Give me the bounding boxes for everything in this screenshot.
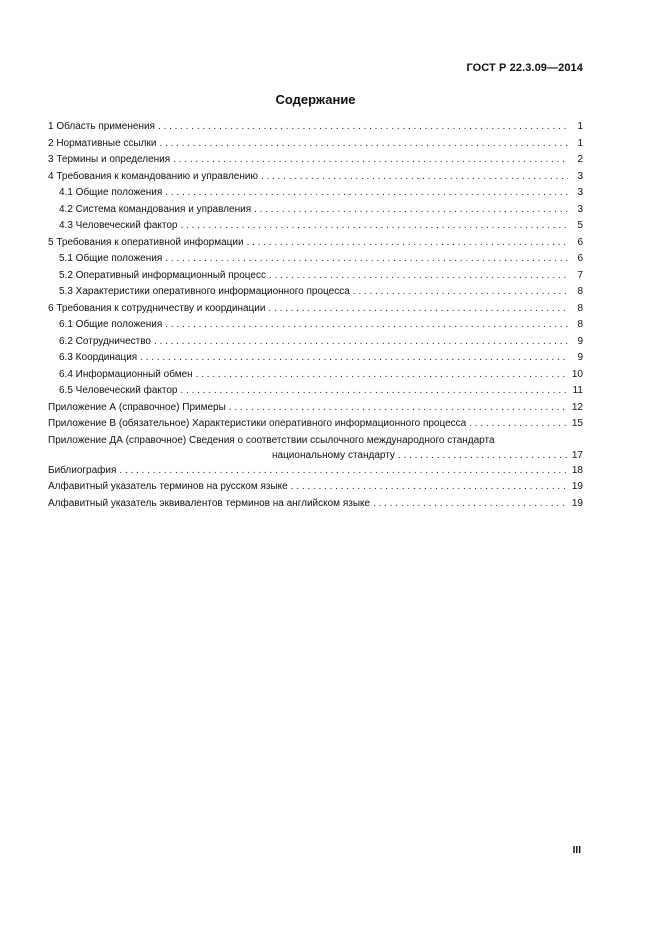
toc-title: Содержание (275, 92, 356, 107)
toc-entry-label: 6.1 Общие положения (59, 319, 163, 330)
toc-entry-page: 9 (577, 335, 583, 347)
toc-entry-label: Приложение В (обязательное) Характеристики оперативного информационного процесса (48, 418, 467, 429)
toc-tail-entries (48, 463, 583, 513)
toc-entry[interactable] (48, 350, 583, 367)
toc-entry[interactable] (48, 479, 583, 496)
toc-entry-label: 6.4 Информационный обмен (59, 368, 193, 380)
toc-entry[interactable] (48, 251, 583, 268)
toc-entry[interactable] (48, 367, 583, 384)
toc-leader-dots (154, 334, 568, 351)
toc-entry-appendix-da[interactable] (48, 434, 583, 463)
toc-entry-page: 5 (577, 220, 583, 231)
toc-leader-dots (229, 400, 568, 417)
toc-entry[interactable] (48, 152, 583, 169)
toc-leader-dots (180, 218, 568, 235)
toc-entry[interactable] (48, 268, 583, 285)
toc-leader-dots (159, 136, 568, 153)
toc-entry[interactable] (48, 169, 583, 186)
toc-entry-page: 17 (571, 449, 583, 461)
toc-entry-label: Алфавитный указатель терминов на русском языке (48, 481, 288, 492)
toc-entry-page: 15 (571, 418, 583, 429)
toc-leader-dots (158, 119, 568, 136)
toc-entry-label: 4.3 Человеческий фактор (59, 220, 178, 231)
toc-entry[interactable] (48, 334, 583, 351)
standard-code-header: ГОСТ Р 22.3.09—2014 (466, 62, 583, 74)
toc-entry-page: 12 (571, 401, 583, 413)
toc-entry-page: 19 (571, 497, 583, 509)
toc-entry-label: 6.2 Сотрудничество (59, 335, 151, 347)
toc-entry-page: 8 (577, 286, 583, 297)
toc-leader-dots (180, 383, 568, 400)
toc-leader-dots (196, 367, 568, 384)
toc-entry-page: 1 (577, 137, 583, 149)
toc-entry-page: 18 (571, 464, 583, 476)
toc-entry[interactable] (48, 235, 583, 252)
toc-entry-page: 8 (577, 302, 583, 314)
toc-leader-dots (119, 463, 568, 480)
toc-entry-page: 3 (577, 203, 583, 215)
toc-entry-label: 5.2 Оперативный информационный процесс (59, 269, 266, 281)
toc-entry-label: 6.3 Координация (59, 352, 138, 363)
toc-entry-page: 3 (577, 187, 583, 198)
toc-entry-label: 3 Термины и определения (48, 154, 171, 165)
toc-leader-dots (269, 268, 568, 285)
toc-entry-page: 2 (577, 154, 583, 165)
toc-entry-page: 10 (571, 368, 583, 380)
toc-entry[interactable] (48, 136, 583, 153)
toc-leader-dots (165, 251, 568, 268)
toc-leader-dots (254, 202, 568, 219)
toc-entry-label: 4 Требования к командованию и управлению (48, 170, 258, 182)
toc-entry-page: 6 (577, 253, 583, 264)
toc-entry-page: 6 (577, 236, 583, 248)
toc-leader-dots (353, 284, 568, 301)
toc-entry-page: 1 (577, 121, 583, 132)
toc-entry-page: 9 (577, 352, 583, 363)
toc-entry-label: Приложение А (справочное) Примеры (48, 401, 226, 413)
toc-entry-label: 6 Требования к сотрудничеству и координации (48, 302, 266, 314)
toc-entry-label: Алфавитный указатель эквивалентов терминов на английском языке (48, 497, 371, 509)
page-number: III (572, 845, 581, 856)
toc-entry[interactable] (48, 284, 583, 301)
toc-entry[interactable] (48, 202, 583, 219)
toc-entry-page: 19 (571, 481, 583, 492)
toc-leader-dots (165, 317, 568, 334)
toc-entry[interactable] (48, 317, 583, 334)
toc-entry-label-continued: национальному стандарту (272, 449, 395, 461)
toc-entry-label: Библиография (48, 464, 117, 476)
toc-entry[interactable] (48, 496, 583, 513)
toc-entry[interactable] (48, 416, 583, 433)
toc-entry-page: 8 (577, 319, 583, 330)
toc-entry[interactable] (48, 301, 583, 318)
toc-leader-dots (373, 496, 568, 513)
table-of-contents (48, 119, 583, 512)
toc-entry-label: Приложение ДА (справочное) Сведения о соответствии ссылочного международного стандарта (48, 434, 495, 446)
toc-entry-label: 2 Нормативные ссылки (48, 137, 157, 149)
toc-leader-dots (173, 152, 568, 169)
toc-entry[interactable] (48, 383, 583, 400)
toc-leader-dots (268, 301, 568, 318)
toc-entry[interactable] (48, 463, 583, 480)
toc-entry-label: 5.1 Общие положения (59, 253, 163, 264)
toc-entry-label: 1 Область применения (48, 121, 155, 132)
toc-leader-dots (469, 416, 568, 433)
toc-entry[interactable] (48, 400, 583, 417)
toc-entry-label: 4.1 Общие положения (59, 187, 163, 198)
toc-leader-dots (247, 235, 568, 252)
toc-entry-page: 11 (572, 385, 583, 396)
toc-entry-label: 6.5 Человеческий фактор (59, 385, 178, 396)
toc-entry-label: 5 Требования к оперативной информации (48, 236, 244, 248)
toc-leader-dots (398, 448, 568, 463)
toc-entry-label: 5.3 Характеристики оперативного информационного процесса (59, 286, 350, 297)
toc-leader-dots (140, 350, 568, 367)
toc-entry[interactable] (48, 119, 583, 136)
toc-entry[interactable] (48, 185, 583, 202)
toc-leader-dots (165, 185, 568, 202)
toc-entry-page: 7 (577, 269, 583, 281)
toc-entries (48, 119, 583, 433)
toc-entry-page: 3 (577, 170, 583, 182)
toc-entry-label: 4.2 Система командования и управления (59, 203, 252, 215)
toc-leader-dots (291, 479, 568, 496)
toc-entry[interactable] (48, 218, 583, 235)
toc-leader-dots (261, 169, 568, 186)
